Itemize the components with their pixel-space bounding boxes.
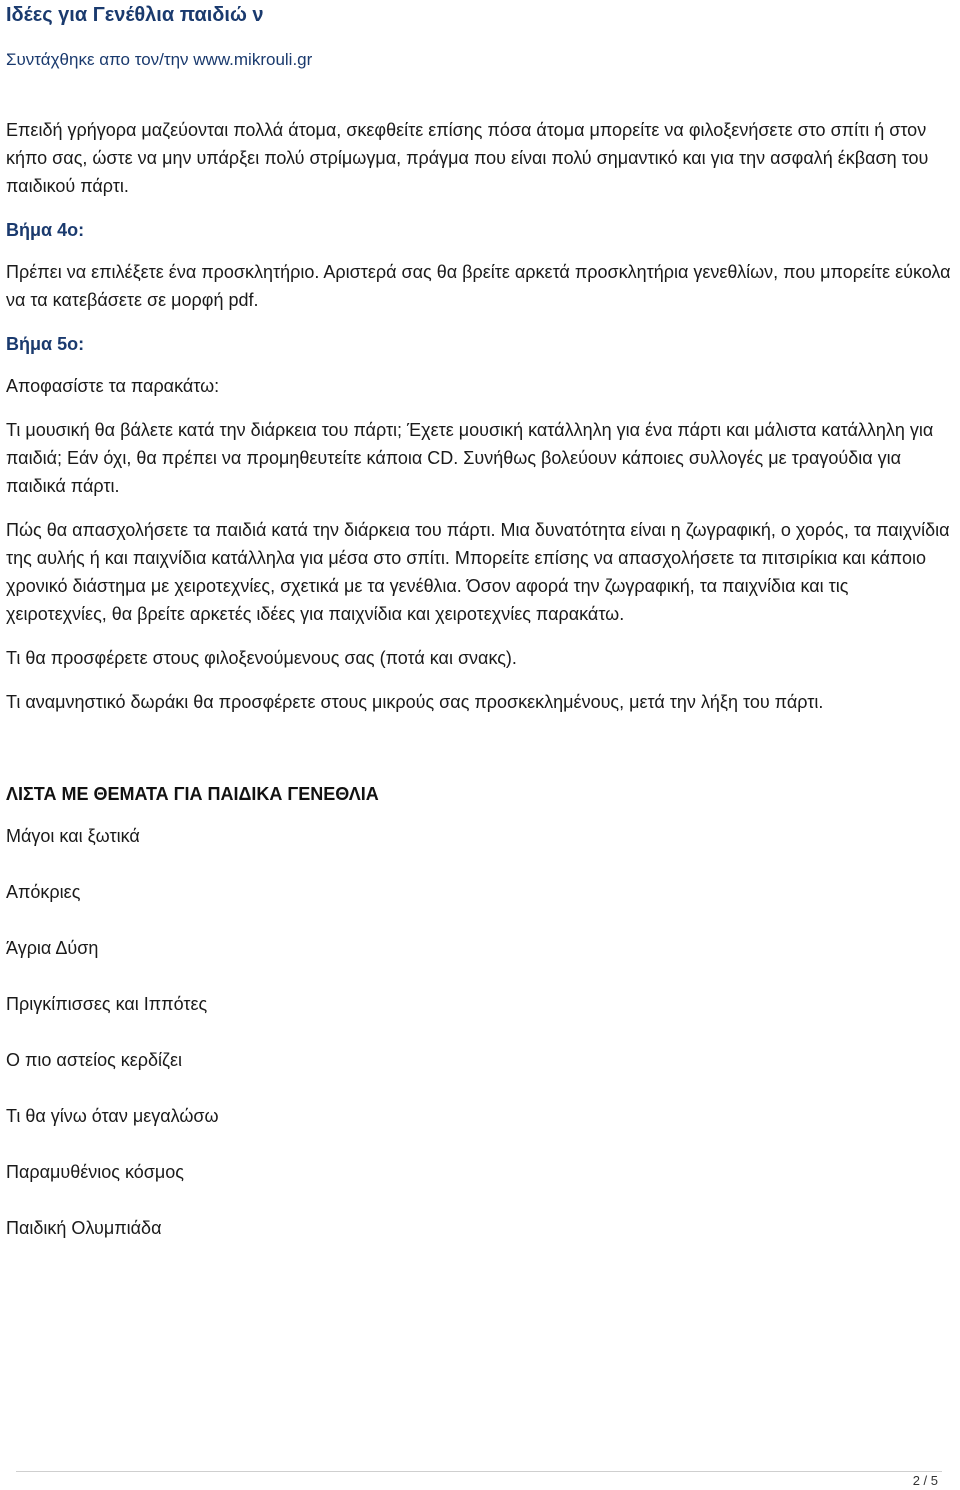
document-body <box>6 116 954 1270</box>
list-item: Παιδική Ολυμπιάδα <box>6 1218 162 1238</box>
list-item: Ο πιο αστείος κερδίζει <box>6 1050 183 1070</box>
document-header <box>6 2 946 72</box>
list-item: Πριγκίπισσες και Ιππότες <box>6 994 208 1014</box>
themes-list-heading: ΛΙΣΤΑ ΜΕ ΘΕΜΑΤΑ ΓΙΑ ΠΑΙΔΙΚΑ ΓΕΝΕΘΛΙΑ <box>6 784 379 804</box>
page-number: 2 / 5 <box>912 1473 938 1488</box>
list-item: Μάγοι και ξωτικά <box>6 826 140 846</box>
intro-paragraph: Επειδή γρήγορα μαζεύονται πολλά άτομα, σκεφθείτε επίσης πόσα άτομα μπορείτε να φιλοξενήσετε στο σπίτι ή στον κήπο σας, ώστε να μην υπάρξει πολύ στρίμωγμα, πράγμα που είναι πολύ σημαντικό και για την ασφαλή έκβαση του παιδικού πάρτι. <box>6 120 929 196</box>
step-4-paragraph: Πρέπει να επιλέξετε ένα προσκλητήριο. Αριστερά σας θα βρείτε αρκετά προσκλητήρια γενεθλίων, που μπορείτε εύκολα να τα κατεβάσετε σε μορφή pdf. <box>6 262 951 310</box>
list-item: Απόκριες <box>6 882 81 902</box>
step-5-music-paragraph: Τι μουσική θα βάλετε κατά την διάρκεια του πάρτι; Έχετε μουσική κατάλληλη για ένα πάρτι και μάλιστα κατάλληλη για παιδιά; Εάν όχι, θα πρέπει να προμηθευτείτε κάποια CD. Συνήθως βολεύουν κάποιες συλλογές με τραγούδια για παιδικά πάρτι. <box>6 420 934 496</box>
footer-divider <box>16 1471 942 1472</box>
list-item: Τι θα γίνω όταν μεγαλώσω <box>6 1106 219 1126</box>
step-5-snacks-paragraph: Τι θα προσφέρετε στους φιλοξενούμενους σας (ποτά και σνακς). <box>6 648 517 668</box>
step-4-heading: Βήμα 4ο: <box>6 220 85 240</box>
step-5-heading: Βήμα 5ο: <box>6 334 85 354</box>
document-author-line: Συντάχθηκε απο τον/την www.mikrouli.gr <box>6 50 313 69</box>
list-item: Άγρια Δύση <box>6 938 99 958</box>
themes-list <box>6 822 954 1242</box>
step-5-lead: Αποφασίστε τα παρακάτω: <box>6 376 220 396</box>
step-5-activities-paragraph: Πώς θα απασχολήσετε τα παιδιά κατά την διάρκεια του πάρτι. Μια δυνατότητα είναι η ζωγραφική, ο χορός, τα παιχνίδια της αυλής ή και παιχνίδια κατάλληλα για μέσα στο σπίτι. Μπορείτε επίσης να απασχολήσετε τα πιτσιρίκια και κάποιο χρονικό διάστημα με χειροτεχνίες, σχετικά με τα γενέθλια. Όσον αφορά την ζωγραφική, τα παιχνίδια και τις χειροτεχνίες, θα βρείτε αρκετές ιδέες για παιχνίδια και χειροτεχνίες παρακάτω. <box>6 520 950 624</box>
document-title: Ιδέες για Γενέθλια παιδιώ ν <box>6 4 264 26</box>
step-5-gift-paragraph: Τι αναμνηστικό δωράκι θα προσφέρετε στους μικρούς σας προσκεκλημένους, μετά την λήξη του πάρτι. <box>6 692 824 712</box>
list-item: Παραμυθένιος κόσμος <box>6 1162 184 1182</box>
